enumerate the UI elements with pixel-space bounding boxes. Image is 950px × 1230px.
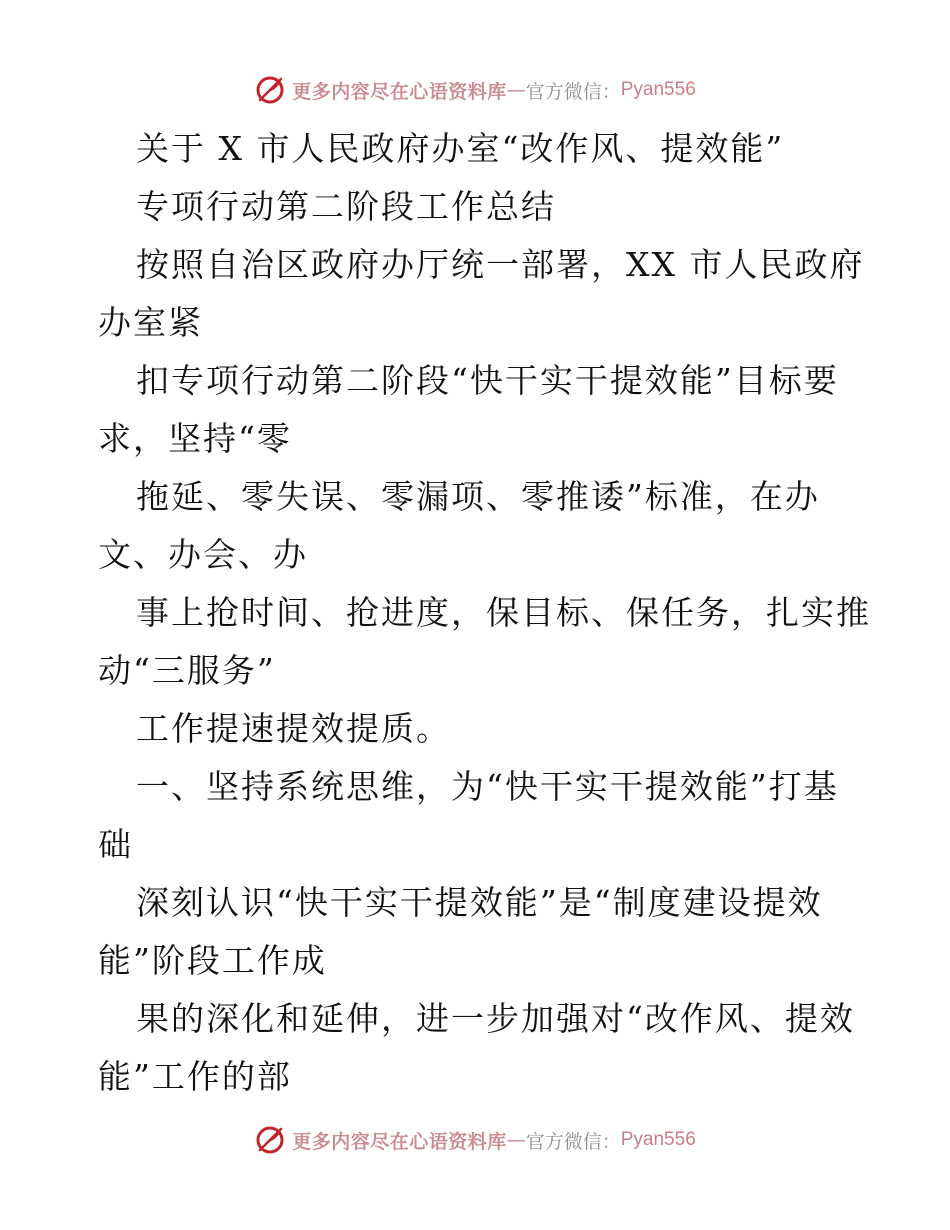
document-line: 深刻认识“快干实干提效能”是“制度建设提效	[136, 883, 823, 922]
banner-main-text: 更多内容尽在心语资料库	[292, 1130, 507, 1153]
quill-logo-icon	[254, 74, 286, 106]
document-body	[98, 120, 871, 1106]
footer-banner	[0, 1120, 950, 1160]
document-line: 按照自治区政府办厅统一部署，XX 市人民政府	[136, 245, 865, 284]
header-banner	[0, 70, 950, 110]
banner-main-text: 更多内容尽在心语资料库	[292, 80, 507, 103]
document-line: 求，坚持“零	[98, 419, 292, 458]
banner-dash: —	[506, 1129, 526, 1151]
banner-wechat-account: Pyan556	[620, 79, 696, 100]
document-line: 能”工作的部	[98, 1057, 292, 1096]
document-line: 动“三服务”	[98, 651, 276, 690]
document-line: 专项行动第二阶段工作总结	[136, 187, 556, 226]
document-line: 办室紧	[98, 303, 203, 342]
document-line: 工作提速提效提质。	[136, 709, 451, 748]
document-line: 一、坚持系统思维，为“快干实干提效能”打基	[136, 767, 839, 806]
document-line: 扣专项行动第二阶段“快干实干提效能”目标要	[136, 361, 839, 400]
quill-logo-icon	[254, 1124, 286, 1156]
document-line: 拖延、零失误、零漏项、零推诿”标准，在办	[136, 477, 820, 516]
document-line: 果的深化和延伸，进一步加强对“改作风、提效	[136, 999, 855, 1038]
document-line: 事上抢时间、抢进度，保目标、保任务，扎实推	[136, 593, 871, 632]
document-line: 能”阶段工作成	[98, 941, 327, 980]
document-line: 础	[98, 825, 133, 864]
banner-dash: —	[506, 79, 526, 101]
document-line: 关于 X 市人民政府办室“改作风、提效能”	[136, 129, 785, 168]
banner-wechat-label: 官方微信：	[525, 1130, 621, 1153]
document-line: 文、办会、办	[98, 535, 308, 574]
banner-wechat-account: Pyan556	[620, 1129, 696, 1150]
banner-wechat-label: 官方微信：	[525, 80, 621, 103]
